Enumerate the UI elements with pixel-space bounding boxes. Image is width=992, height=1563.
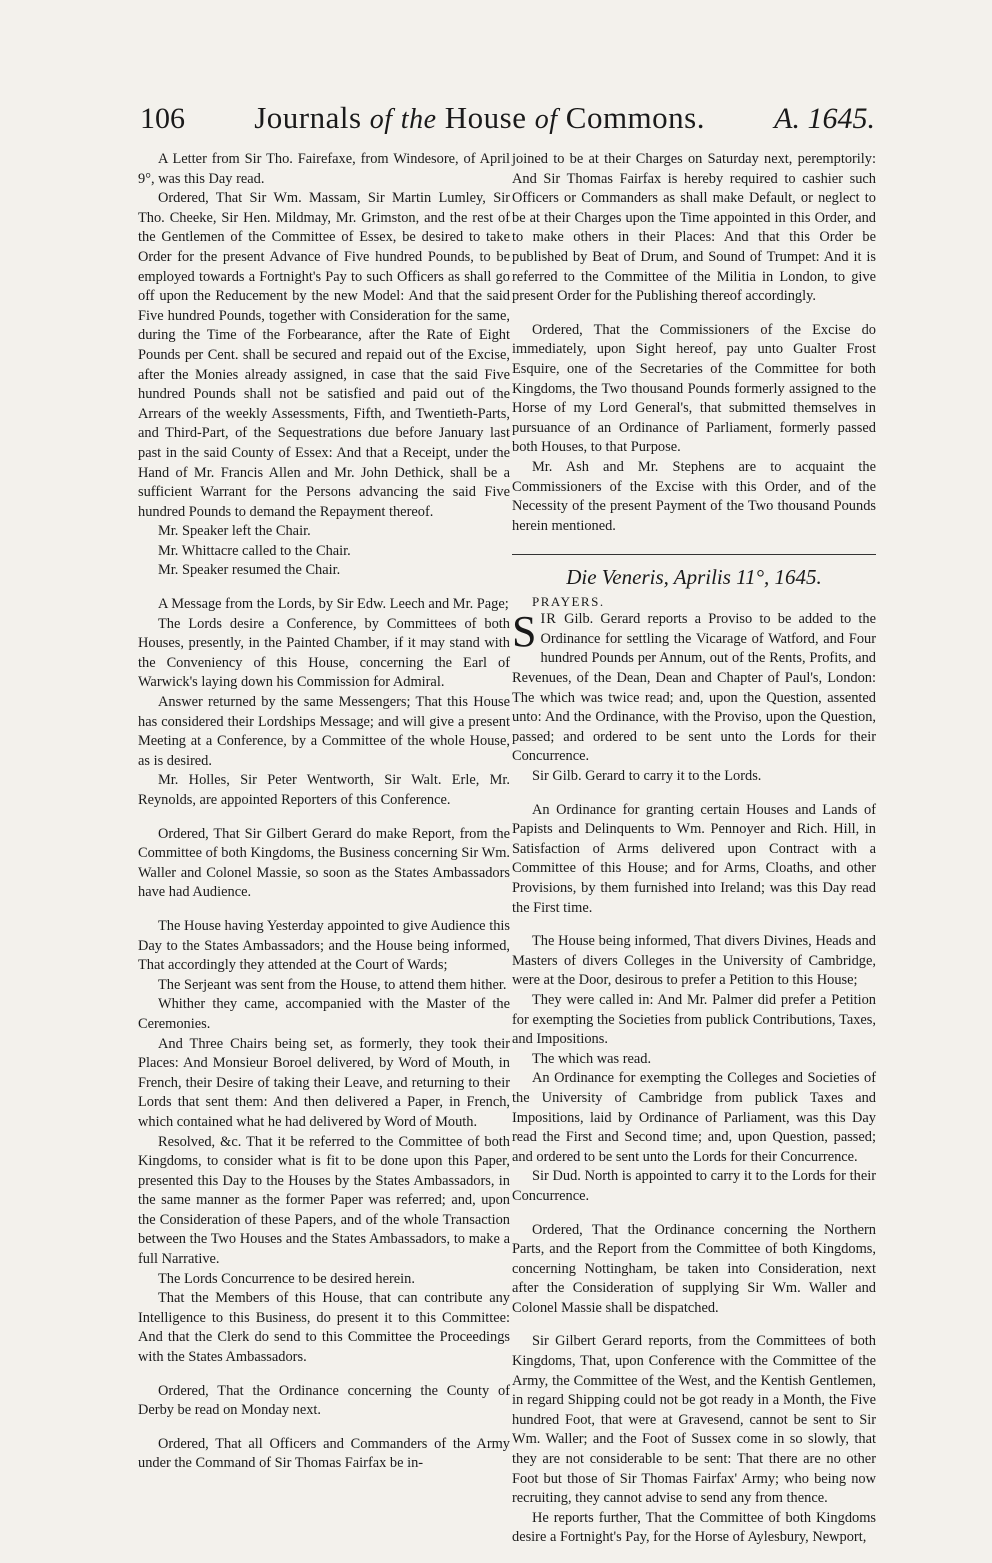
running-title <box>254 100 705 136</box>
paragraph: The which was read. <box>532 1050 652 1067</box>
paragraph: Mr. Ash and Mr. Stephens are to acquaint the Commissioners of the Excise with this Order, and of the Necessity of the present Payment of the Two thousand Pounds herein mentioned. <box>512 458 876 534</box>
paragraph: An Ordinance for granting certain Houses and Lands of Papists and Delinquents to Wm. Pennoyer and Rich. Hill, in Satisfaction of Arms delivered upon Contract with a Committee of this House; and for Arms, Cloaths, and other Provisions, by them furnished into Ireland; was this Day read the First time. <box>512 801 876 916</box>
chair-entry: Mr. Whittacre called to the Chair. <box>158 542 351 559</box>
paragraph: An Ordinance for exempting the Colleges and Societies of the University of Cambridge from publick Taxes and Impositions, laid by Ordinance of Parliament, was this Day read the First and Second time; and, upon Question, passed; and ordered to be sent unto the Lords for their Concurrence. <box>512 1070 876 1165</box>
title-word: Commons. <box>565 100 705 135</box>
paragraph: They were called in: And Mr. Palmer did prefer a Petition for exempting the Societies from publick Contributions, Taxes, and Impositions. <box>512 991 876 1048</box>
paragraph: Ordered, That all Officers and Commanders of the Army under the Command of Sir Thomas Fairfax be in- <box>138 1435 510 1472</box>
paragraph: The House being informed, That divers Divines, Heads and Masters of divers Colleges in the University of Cambridge, were at the Door, desirous to prefer a Petition to this House; <box>512 933 876 989</box>
paragraph: Ordered, That the Ordinance concerning the Northern Parts, and the Report from the Committee of both Kingdoms, concerning Nottingham, be taken into Consideration, next after the Consideration of supplying Sir Wm. Waller and Colonel Massie shall be dispatched. <box>512 1221 876 1316</box>
paragraph: He reports further, That the Committee of both Kingdoms desire a Fortnight's Pay, for the Horse of Aylesbury, Newport, <box>512 1509 876 1546</box>
drop-cap: S <box>512 607 537 657</box>
paragraph: Sir Gilb. Gerard to carry it to the Lords. <box>532 768 762 785</box>
chair-entry: Mr. Speaker resumed the Chair. <box>158 562 341 579</box>
paragraph: Sir Dud. North is appointed to carry it to the Lords for their Concurrence. <box>512 1168 876 1204</box>
title-word: of <box>369 104 393 135</box>
paragraph: Resolved, &c. That it be referred to the Committee of both Kingdoms, to consider what is fit to be done upon this Paper, presented this Day to the Houses by the States Ambassadors, in the same manner as the former Paper was referred; and, upon the Consideration of these Papers, and of the whole Transaction between the Two Houses and the States Ambassadors, to make a full Narrative. <box>138 1133 510 1268</box>
paragraph: Ordered, That Sir Gilbert Gerard do make Report, from the Committee of both Kingdoms, the Business concerning Sir Wm. Waller and Colonel Massie, so soon as the States Ambassadors have had Audience. <box>138 825 510 901</box>
paragraph <box>512 607 876 767</box>
paragraph-text: Gilb. Gerard reports a Proviso to be added to the Ordinance for settling the Vicarage of Watford, and Four hundred Pounds per Annum, out of the Rents, Profits, and Revenues, of the Dean, Dean and Chapter of Paul's, London: The which was twice read; and, upon the Question, assented unto: And the Ordinance, with the Proviso, upon the Question, passed; and ordered to be sent unto the Lords for their Concurrence. <box>512 611 876 765</box>
year-mark: A. 1645. <box>774 102 875 135</box>
paragraph: The Lords desire a Conference, by Committees of both Houses, presently, in the Painted Chamber, if it may stand with the Conveniency of this House, concerning the Earl of Warwick's laying down his Commission for Admiral. <box>138 615 510 691</box>
paragraph: The Lords Concurrence to be desired herein. <box>158 1270 415 1287</box>
title-word: House <box>444 100 527 135</box>
paragraph: The Serjeant was sent from the House, to attend them hither. <box>158 976 507 993</box>
paragraph: Sir Gilbert Gerard reports, from the Committees of both Kingdoms, That, upon Conference with the Committee of the Army, the Committee of the West, and the Kentish Gentlemen, in regard Shipping could not be got ready in a Month, the Five hundred Foot, that were at Gravesend, cannot be sent to Sir Wm. Waller; and the Foot of Sussex come in so slowly, that they are not considerable to be sent: That there are no other Foot but those of Sir Thomas Fairfax' Army; who being now recruiting, they cannot advise to send any from thence. <box>512 1333 876 1507</box>
left-column <box>138 150 510 1474</box>
paragraph: A Message from the Lords, by Sir Edw. Leech and Mr. Page; <box>158 596 509 613</box>
paragraph: A Letter from Sir Tho. Fairefaxe, from Windesore, of April 9°, was this Day read. <box>138 151 510 187</box>
paragraph: Ordered, That Sir Wm. Massam, Sir Martin Lumley, Sir Tho. Cheeke, Sir Hen. Mildmay, Mr. Grimston, and the rest of the Gentlemen of the Committee of Essex, be desired to take Order for the present Advance of Five hundred Pounds, to be employed towards a Fortnight's Pay to such Officers as shall go off upon the Reducement by the new Model: And that the said Five hundred Pounds, together with Consideration for the same, during the Time of the Forbearance, after the Rate of Eight Pounds per Cent. shall be secured and repaid out of the Excise, after the Monies already assigned, in case that the said Five hundred Pounds shall not be satisfied and paid out of the Arrears of the weekly Assessments, Fifth, and Twentieth-Parts, and Third-Part, of the Sequestrations due before January last past in the said County of Essex: And that a Receipt, under the Hand of Mr. Francis Allen and Mr. John Dethick, shall be a sufficient Warrant for the Persons advancing the said Five hundred Pounds to demand the Repayment thereof. <box>138 190 510 520</box>
page-header <box>140 100 875 144</box>
title-word: of <box>534 104 558 135</box>
paragraph: Ordered, That the Ordinance concerning the County of Derby be read on Monday next. <box>138 1382 510 1419</box>
day-heading: Die Veneris, Aprilis 11°, 1645. <box>566 565 822 590</box>
paragraph: That the Members of this House, that can contribute any Intelligence to this Business, do present it to this Committee: And that the Clerk do send to this Committee the Proceedings with the States Ambassadors. <box>138 1290 510 1366</box>
chair-entry: Mr. Speaker left the Chair. <box>158 523 311 540</box>
first-word: IR <box>540 611 557 628</box>
paragraph: Ordered, That the Commissioners of the Excise do immediately, upon Sight hereof, pay unto Gualter Frost Esquire, one of the Secretaries of the Committee for both Kingdoms, the Two thousand Pounds formerly assigned to the Horse of my Lord General's, that submitted themselves in pursuance of an Ordinance of Parliament, formerly passed both Houses, to that Purpose. <box>512 321 876 456</box>
paragraph: Mr. Holles, Sir Peter Wentworth, Sir Walt. Erle, Mr. Reynolds, are appointed Reporters of this Conference. <box>138 772 510 808</box>
paragraph: The House having Yesterday appointed to give Audience this Day to the States Ambassadors; and the House being informed, That accordingly they attended at the Court of Wards; <box>138 917 510 974</box>
paragraph: Whither they came, accompanied with the Master of the Ceremonies. <box>138 996 510 1032</box>
right-column <box>512 150 876 1548</box>
title-word: Journals <box>254 100 362 135</box>
paragraph: joined to be at their Charges on Saturday next, peremptorily: And Sir Thomas Fairfax is hereby required to cashier such Officers or Commanders as shall make Default, or neglect to be at their Charges upon the Time appointed in this Order, and to make others in their Places: And that this Order be published by Beat of Drum, and Sound of Trumpet: And it is referred to the Committee of the Militia in London, to give present Order for the Publishing thereof accordingly. <box>512 151 876 305</box>
section-divider <box>512 554 876 555</box>
page-number: 106 <box>140 102 185 135</box>
title-word: the <box>400 104 437 135</box>
paragraph: And Three Chairs being set, as formerly, they took their Places: And Monsieur Boroel delivered, by Word of Mouth, in French, their Desire of taking their Leave, and returning to their Lords that sent them: And then delivered a Paper, in French, which contained what he had delivered by Word of Mouth. <box>138 1035 510 1130</box>
paragraph: Answer returned by the same Messengers; That this House has considered their Lordships Message; and will give a present Meeting at a Conference, by a Committee of the whole House, as is desired. <box>138 694 510 769</box>
prayers-label: PRAYERS. <box>532 594 605 610</box>
